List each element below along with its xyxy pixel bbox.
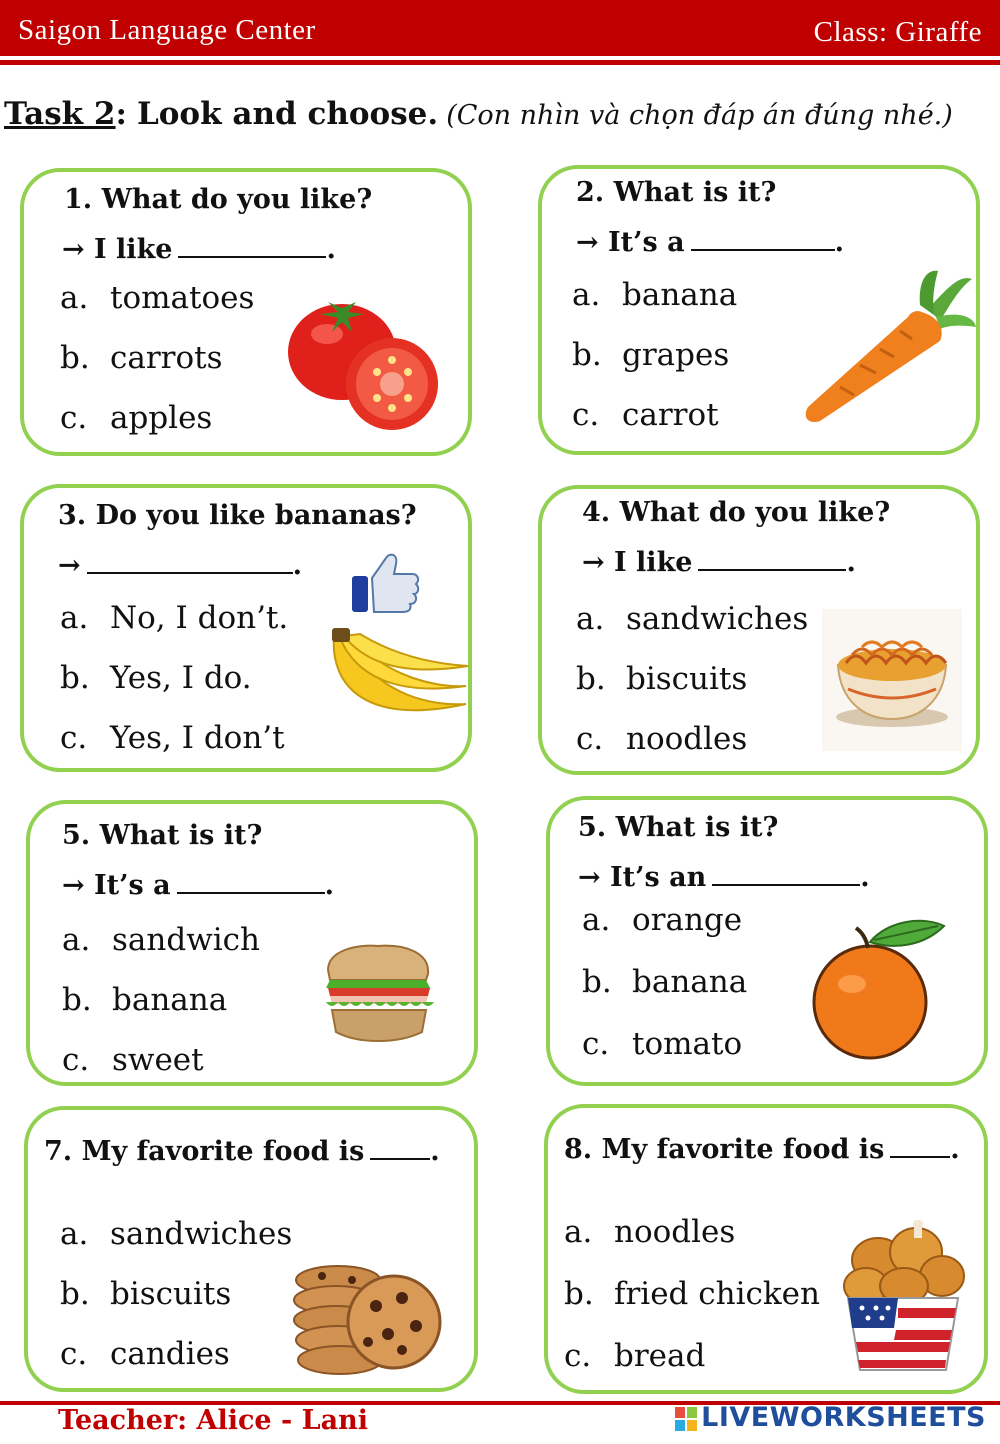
answer-prefix: → It’s an [578, 862, 707, 893]
brand-logo [675, 1402, 986, 1433]
option-letter: c. [582, 1026, 610, 1062]
thumbs-up-icon [350, 550, 420, 616]
option-letter: c. [60, 720, 88, 756]
answer-blank[interactable] [177, 892, 325, 894]
question-card-6 [546, 796, 988, 1086]
option-letter: b. [576, 661, 606, 697]
task-colon: : [115, 96, 127, 132]
answer-line [578, 862, 870, 893]
question-text [44, 1136, 440, 1167]
option-a[interactable] [60, 280, 254, 316]
option-text: Yes, I don’t [110, 720, 285, 756]
answer-blank[interactable] [712, 884, 860, 886]
question-text: 2. What is it? [576, 177, 777, 208]
option-text: banana [632, 964, 748, 1000]
answer-prefix: → It’s a [62, 870, 171, 901]
option-b[interactable] [62, 982, 227, 1018]
option-c[interactable] [60, 1336, 230, 1372]
option-b[interactable] [564, 1276, 820, 1312]
answer-line [576, 227, 844, 258]
question-card-3 [20, 484, 472, 772]
option-text: biscuits [626, 661, 748, 697]
answer-end: . [292, 550, 303, 581]
option-b[interactable] [60, 660, 252, 696]
center-name: Saigon Language Center [18, 14, 316, 46]
task-label: Task 2 [4, 96, 116, 132]
header-divider [0, 60, 1000, 65]
option-letter: c. [60, 400, 88, 436]
option-b[interactable] [572, 337, 729, 373]
option-letter: b. [582, 964, 612, 1000]
question-card-1 [20, 168, 472, 456]
liveworksheets-logo-icon [675, 1407, 697, 1431]
question-text: 1. What do you like? [64, 184, 373, 215]
orange-image [804, 918, 948, 1060]
option-c[interactable] [564, 1338, 705, 1374]
option-text: carrot [622, 397, 719, 433]
carrot-image [800, 265, 980, 425]
question-card-7 [24, 1106, 478, 1392]
option-a[interactable] [60, 1216, 292, 1252]
question-end: . [950, 1134, 960, 1165]
question-card-5 [26, 800, 478, 1086]
option-letter: c. [564, 1338, 592, 1374]
question-text: 5. What is it? [578, 812, 779, 843]
option-a[interactable] [564, 1214, 735, 1250]
class-name: Class: Giraffe [813, 16, 982, 48]
option-c[interactable] [60, 720, 285, 756]
option-letter: a. [582, 902, 611, 938]
option-b[interactable] [582, 964, 747, 1000]
option-letter: c. [576, 721, 604, 757]
cookies-image [292, 1246, 444, 1378]
answer-blank[interactable] [87, 572, 293, 574]
option-b[interactable] [60, 1276, 231, 1312]
option-letter: b. [60, 1276, 90, 1312]
option-text: No, I don’t. [110, 600, 289, 636]
option-letter: a. [60, 600, 89, 636]
task-title [4, 96, 953, 132]
sandwich-image [318, 940, 438, 1052]
answer-blank[interactable] [698, 569, 846, 571]
answer-end: . [834, 227, 845, 258]
option-letter: a. [572, 277, 601, 313]
answer-prefix: → It’s a [576, 227, 685, 258]
option-letter: b. [60, 660, 90, 696]
option-letter: c. [62, 1042, 90, 1078]
option-letter: b. [572, 337, 602, 373]
option-text: tomato [632, 1026, 743, 1062]
question-text: 4. What do you like? [582, 497, 891, 528]
header-bar [0, 0, 1000, 56]
option-text: apples [110, 400, 213, 436]
option-c[interactable] [60, 400, 212, 436]
question-text: 3. Do you like bananas? [58, 500, 417, 531]
option-a[interactable] [576, 601, 808, 637]
answer-blank[interactable] [890, 1156, 950, 1158]
answer-blank[interactable] [370, 1158, 430, 1160]
noodles-image [822, 609, 962, 751]
question-end: . [430, 1136, 440, 1167]
option-text: sweet [112, 1042, 204, 1078]
option-letter: c. [60, 1336, 88, 1372]
option-text: noodles [614, 1214, 736, 1250]
option-a[interactable] [572, 277, 737, 313]
option-text: candies [110, 1336, 230, 1372]
answer-line [582, 547, 856, 578]
option-text: noodles [626, 721, 748, 757]
question-text [564, 1134, 960, 1165]
option-b[interactable] [576, 661, 747, 697]
tomato-image [282, 294, 452, 434]
task-instruction: Look and choose. [136, 96, 439, 132]
option-text: sandwiches [110, 1216, 293, 1252]
option-c[interactable] [572, 397, 719, 433]
banana-image [326, 626, 472, 734]
option-a[interactable] [62, 922, 260, 958]
question-card-2 [538, 165, 980, 455]
fried-chicken-image [838, 1220, 968, 1376]
answer-line [58, 550, 302, 581]
option-text: orange [632, 902, 743, 938]
answer-prefix: → I like [582, 547, 693, 578]
option-text: fried chicken [614, 1276, 820, 1312]
answer-end: . [326, 234, 336, 265]
answer-end: . [860, 862, 870, 893]
option-text: bread [614, 1338, 706, 1374]
answer-prefix: → [58, 550, 81, 581]
option-letter: a. [576, 601, 605, 637]
option-a[interactable] [582, 902, 742, 938]
option-letter: a. [60, 280, 89, 316]
option-letter: a. [62, 922, 91, 958]
option-text: sandwich [112, 922, 260, 958]
answer-line [62, 870, 334, 901]
question-card-8 [544, 1104, 988, 1394]
question-card-4 [538, 485, 980, 775]
answer-prefix: → I like [62, 234, 173, 265]
brand-text: LIVEWORKSHEETS [701, 1402, 986, 1433]
answer-end: . [324, 870, 335, 901]
option-text: grapes [622, 337, 730, 373]
question-prefix: 7. My favorite food is [44, 1136, 365, 1167]
option-text: banana [112, 982, 228, 1018]
option-text: tomatoes [110, 280, 255, 316]
option-text: banana [622, 277, 738, 313]
question-prefix: 8. My favorite food is [564, 1134, 885, 1165]
answer-blank[interactable] [178, 256, 326, 258]
option-letter: a. [60, 1216, 89, 1252]
task-translation: (Con nhìn và chọn đáp án đúng nhé.) [446, 100, 953, 131]
option-letter: b. [60, 340, 90, 376]
answer-end: . [846, 547, 856, 578]
option-text: biscuits [110, 1276, 232, 1312]
option-c[interactable] [576, 721, 747, 757]
answer-line [62, 234, 336, 265]
teacher-name: Teacher: Alice - Lani [58, 1405, 368, 1436]
option-letter: a. [564, 1214, 593, 1250]
question-text: 5. What is it? [62, 820, 263, 851]
option-text: Yes, I do. [110, 660, 252, 696]
option-b[interactable] [60, 340, 223, 376]
option-text: carrots [110, 340, 223, 376]
answer-blank[interactable] [691, 249, 835, 251]
option-c[interactable] [62, 1042, 204, 1078]
option-letter: b. [564, 1276, 594, 1312]
option-letter: c. [572, 397, 600, 433]
option-c[interactable] [582, 1026, 742, 1062]
option-letter: b. [62, 982, 92, 1018]
option-text: sandwiches [626, 601, 809, 637]
option-a[interactable] [60, 600, 288, 636]
